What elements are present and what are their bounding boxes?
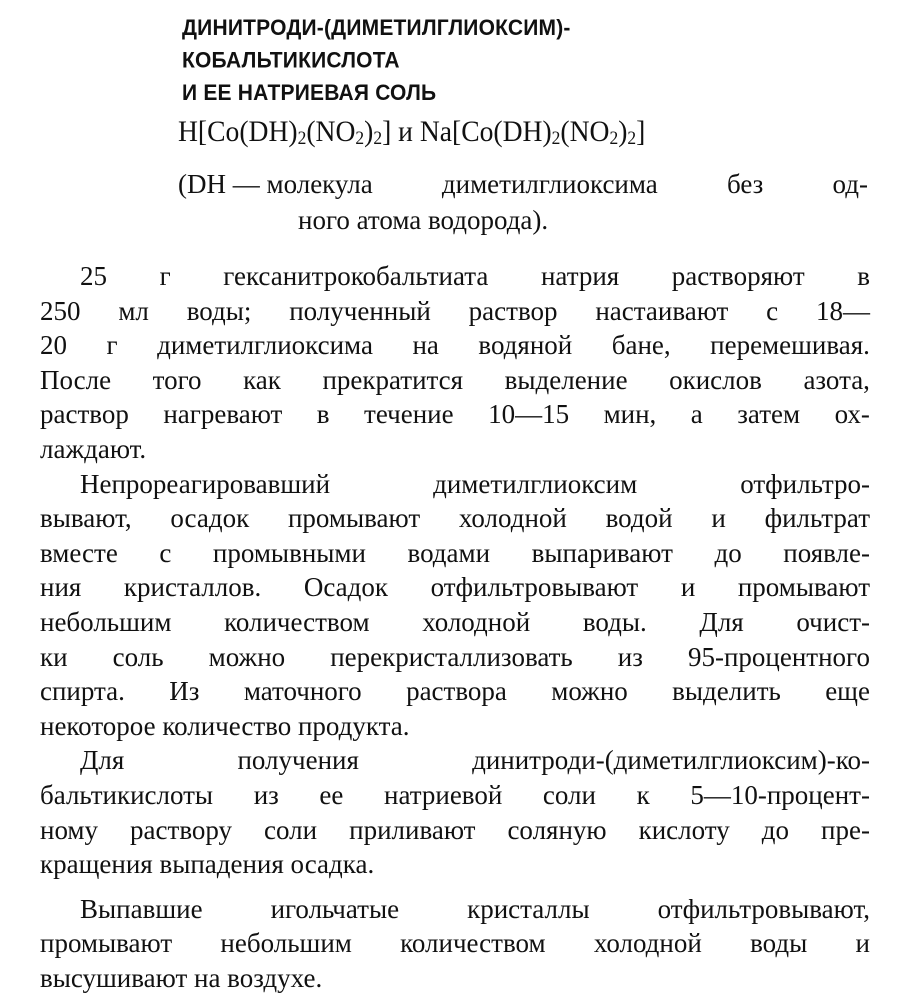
- word: воды;: [186, 295, 252, 326]
- word: можно: [551, 676, 628, 707]
- word: а: [690, 399, 703, 430]
- word: небольшим: [40, 606, 172, 637]
- text-line: [40, 778, 870, 813]
- word: к: [636, 779, 650, 810]
- word: в: [316, 399, 330, 430]
- note-word: од-: [832, 169, 868, 199]
- word: раствора: [406, 676, 507, 707]
- text-line: [40, 397, 870, 432]
- text-line: [40, 743, 870, 778]
- paragraph-1: [40, 259, 870, 467]
- text-line: лаждают.: [40, 433, 147, 464]
- word: г: [106, 330, 118, 361]
- word: и: [711, 503, 726, 534]
- word: водами: [407, 537, 491, 568]
- word: отфильтровывают: [430, 572, 639, 603]
- word: азота,: [803, 364, 870, 395]
- word: соли: [264, 814, 318, 845]
- word: окислов: [669, 364, 762, 395]
- word: осадок: [170, 503, 250, 534]
- word: промывают: [737, 572, 870, 603]
- word: диметилглиоксим: [433, 468, 638, 499]
- formula-text: ): [364, 115, 374, 148]
- word: выделить: [672, 676, 781, 707]
- word: натрия: [540, 261, 620, 291]
- word: Непрореагировавший: [80, 468, 331, 499]
- word: воды.: [582, 606, 647, 637]
- word: выпаривают: [531, 537, 673, 568]
- word: мин,: [603, 399, 657, 430]
- word: того: [152, 364, 202, 395]
- word: спирта.: [40, 676, 125, 707]
- word: появле-: [783, 537, 870, 568]
- document-body: [40, 259, 870, 995]
- formula-subscript: 2: [551, 128, 561, 149]
- note-word: (DH — молекула: [178, 169, 373, 199]
- word: воды: [750, 928, 808, 959]
- word: 25: [80, 261, 107, 291]
- word: гексанитрокобальтиата: [223, 261, 489, 291]
- word: г: [159, 261, 171, 291]
- word: кристаллов.: [123, 572, 262, 603]
- word: 5—10-процент-: [690, 779, 870, 810]
- text-line: некоторое количество продукта.: [40, 710, 410, 741]
- word: до: [761, 814, 789, 845]
- word: пре-: [821, 814, 870, 845]
- text-line: [40, 467, 870, 502]
- paragraph-2: [40, 467, 870, 744]
- word: бальтикислоты: [40, 779, 214, 810]
- formula-text: (NO: [306, 115, 356, 148]
- word: водяной: [478, 330, 573, 361]
- text-line: [40, 501, 870, 536]
- paragraph-3: [40, 743, 870, 881]
- note-line: [178, 166, 868, 202]
- word: отфильтро-: [740, 468, 870, 499]
- word: количеством: [224, 606, 370, 637]
- text-line: высушивают на воздухе.: [40, 962, 323, 993]
- word: количеством: [400, 928, 546, 959]
- word: еще: [825, 676, 870, 707]
- heading-line: КОБАЛЬТИКИСЛОТА: [182, 48, 400, 73]
- text-line: [40, 363, 870, 398]
- word: фильтрат: [764, 503, 870, 534]
- word: из: [253, 779, 279, 810]
- word: 10—15: [488, 399, 570, 430]
- word: с: [159, 537, 172, 568]
- word: 20: [40, 330, 67, 361]
- formula-text: ): [618, 115, 628, 148]
- word: динитроди-(диметилглиоксим)-ко-: [472, 745, 870, 776]
- word: перекристаллизовать: [330, 641, 573, 672]
- text-line: кращения выпадения осадка.: [40, 849, 375, 880]
- word: раствор: [468, 295, 558, 326]
- word: кристаллы: [467, 893, 590, 924]
- word: как: [243, 364, 281, 395]
- word: соляную: [507, 814, 607, 845]
- word: холодной: [593, 928, 702, 959]
- word: бане,: [611, 330, 671, 361]
- word: мл: [118, 295, 149, 326]
- formula-subscript: 2: [355, 128, 365, 149]
- formula-subscript: 2: [627, 128, 637, 149]
- word: выделение: [504, 364, 628, 395]
- word: промывными: [212, 537, 366, 568]
- word: Выпавшие: [80, 893, 203, 924]
- note-line: ного атома водорода).: [298, 205, 549, 235]
- word: соли: [542, 779, 596, 810]
- text-line: [40, 674, 870, 709]
- word: до: [714, 537, 742, 568]
- word: настаивают: [595, 295, 729, 326]
- word: очист-: [796, 606, 870, 637]
- word: растворяют: [671, 261, 805, 291]
- chemical-formula: [178, 114, 645, 157]
- word: Из: [169, 676, 200, 707]
- word: ному: [40, 814, 99, 845]
- text-line: [40, 640, 870, 675]
- note-word: без: [726, 169, 764, 199]
- text-line: [40, 813, 870, 848]
- word: ния: [40, 572, 82, 603]
- formula-subscript: 2: [609, 128, 619, 149]
- word: приливают: [349, 814, 476, 845]
- word: маточного: [243, 676, 362, 707]
- word: из: [617, 641, 643, 672]
- word: ки: [40, 641, 68, 672]
- text-line: [40, 536, 870, 571]
- formula-text: ] и Na[Co(DH): [382, 115, 552, 148]
- word: вместе: [40, 537, 118, 568]
- word: и: [680, 572, 696, 603]
- word: После: [40, 364, 112, 395]
- word: перемешивая.: [710, 330, 870, 361]
- text-line: [40, 570, 870, 605]
- formula-text: H[Co(DH): [178, 115, 298, 148]
- formula-subscript: 2: [373, 128, 383, 149]
- word: ох-: [834, 399, 870, 430]
- word: натриевой: [384, 779, 503, 810]
- word: ее: [319, 779, 344, 810]
- word: Осадок: [303, 572, 388, 603]
- word: полученный: [289, 295, 431, 326]
- word: и: [855, 928, 870, 959]
- word: промывают: [287, 503, 421, 534]
- word: промывают: [40, 928, 173, 959]
- word: игольчатые: [270, 893, 400, 924]
- text-line: [40, 926, 870, 961]
- word: соль: [112, 641, 164, 672]
- word: прекратится: [322, 364, 464, 395]
- word: нагревают: [163, 399, 283, 430]
- word: затем: [737, 399, 801, 430]
- formula-text: ]: [636, 115, 646, 148]
- word: небольшим: [220, 928, 352, 959]
- section-heading: [182, 12, 882, 110]
- word: можно: [208, 641, 286, 672]
- word: 250: [40, 295, 81, 326]
- word: получения: [237, 745, 359, 776]
- text-line: [40, 605, 870, 640]
- formula-text: (NO: [560, 115, 610, 148]
- word: в: [857, 261, 870, 291]
- note-word: диметилглиоксима: [441, 169, 658, 199]
- word: отфильтровывают,: [657, 893, 870, 924]
- heading-line: ДИНИТРОДИ-(ДИМЕТИЛГЛИОКСИМ)-: [182, 15, 571, 41]
- paragraph-4: [40, 892, 870, 995]
- formula-note: [178, 166, 868, 238]
- paragraph-gap: [40, 882, 870, 892]
- word: водой: [605, 503, 673, 534]
- heading-line: И ЕЕ НАТРИЕВАЯ СОЛЬ: [182, 80, 437, 106]
- text-line: [40, 259, 870, 294]
- word: холодной: [422, 606, 531, 637]
- word: раствору: [130, 814, 233, 845]
- word: 18—: [815, 295, 870, 326]
- formula-subscript: 2: [297, 128, 307, 149]
- word: 95-процентного: [687, 641, 870, 672]
- text-line: [40, 892, 870, 927]
- text-line: [40, 328, 870, 363]
- word: Для: [699, 606, 744, 637]
- word: раствор: [40, 399, 129, 430]
- word: течение: [364, 399, 454, 430]
- word: кислоту: [638, 814, 730, 845]
- text-line: [40, 294, 870, 329]
- word: на: [412, 330, 439, 361]
- word: Для: [80, 745, 125, 776]
- word: вывают,: [40, 503, 132, 534]
- word: диметилглиоксима: [157, 330, 373, 361]
- word: холодной: [458, 503, 567, 534]
- word: с: [766, 295, 779, 326]
